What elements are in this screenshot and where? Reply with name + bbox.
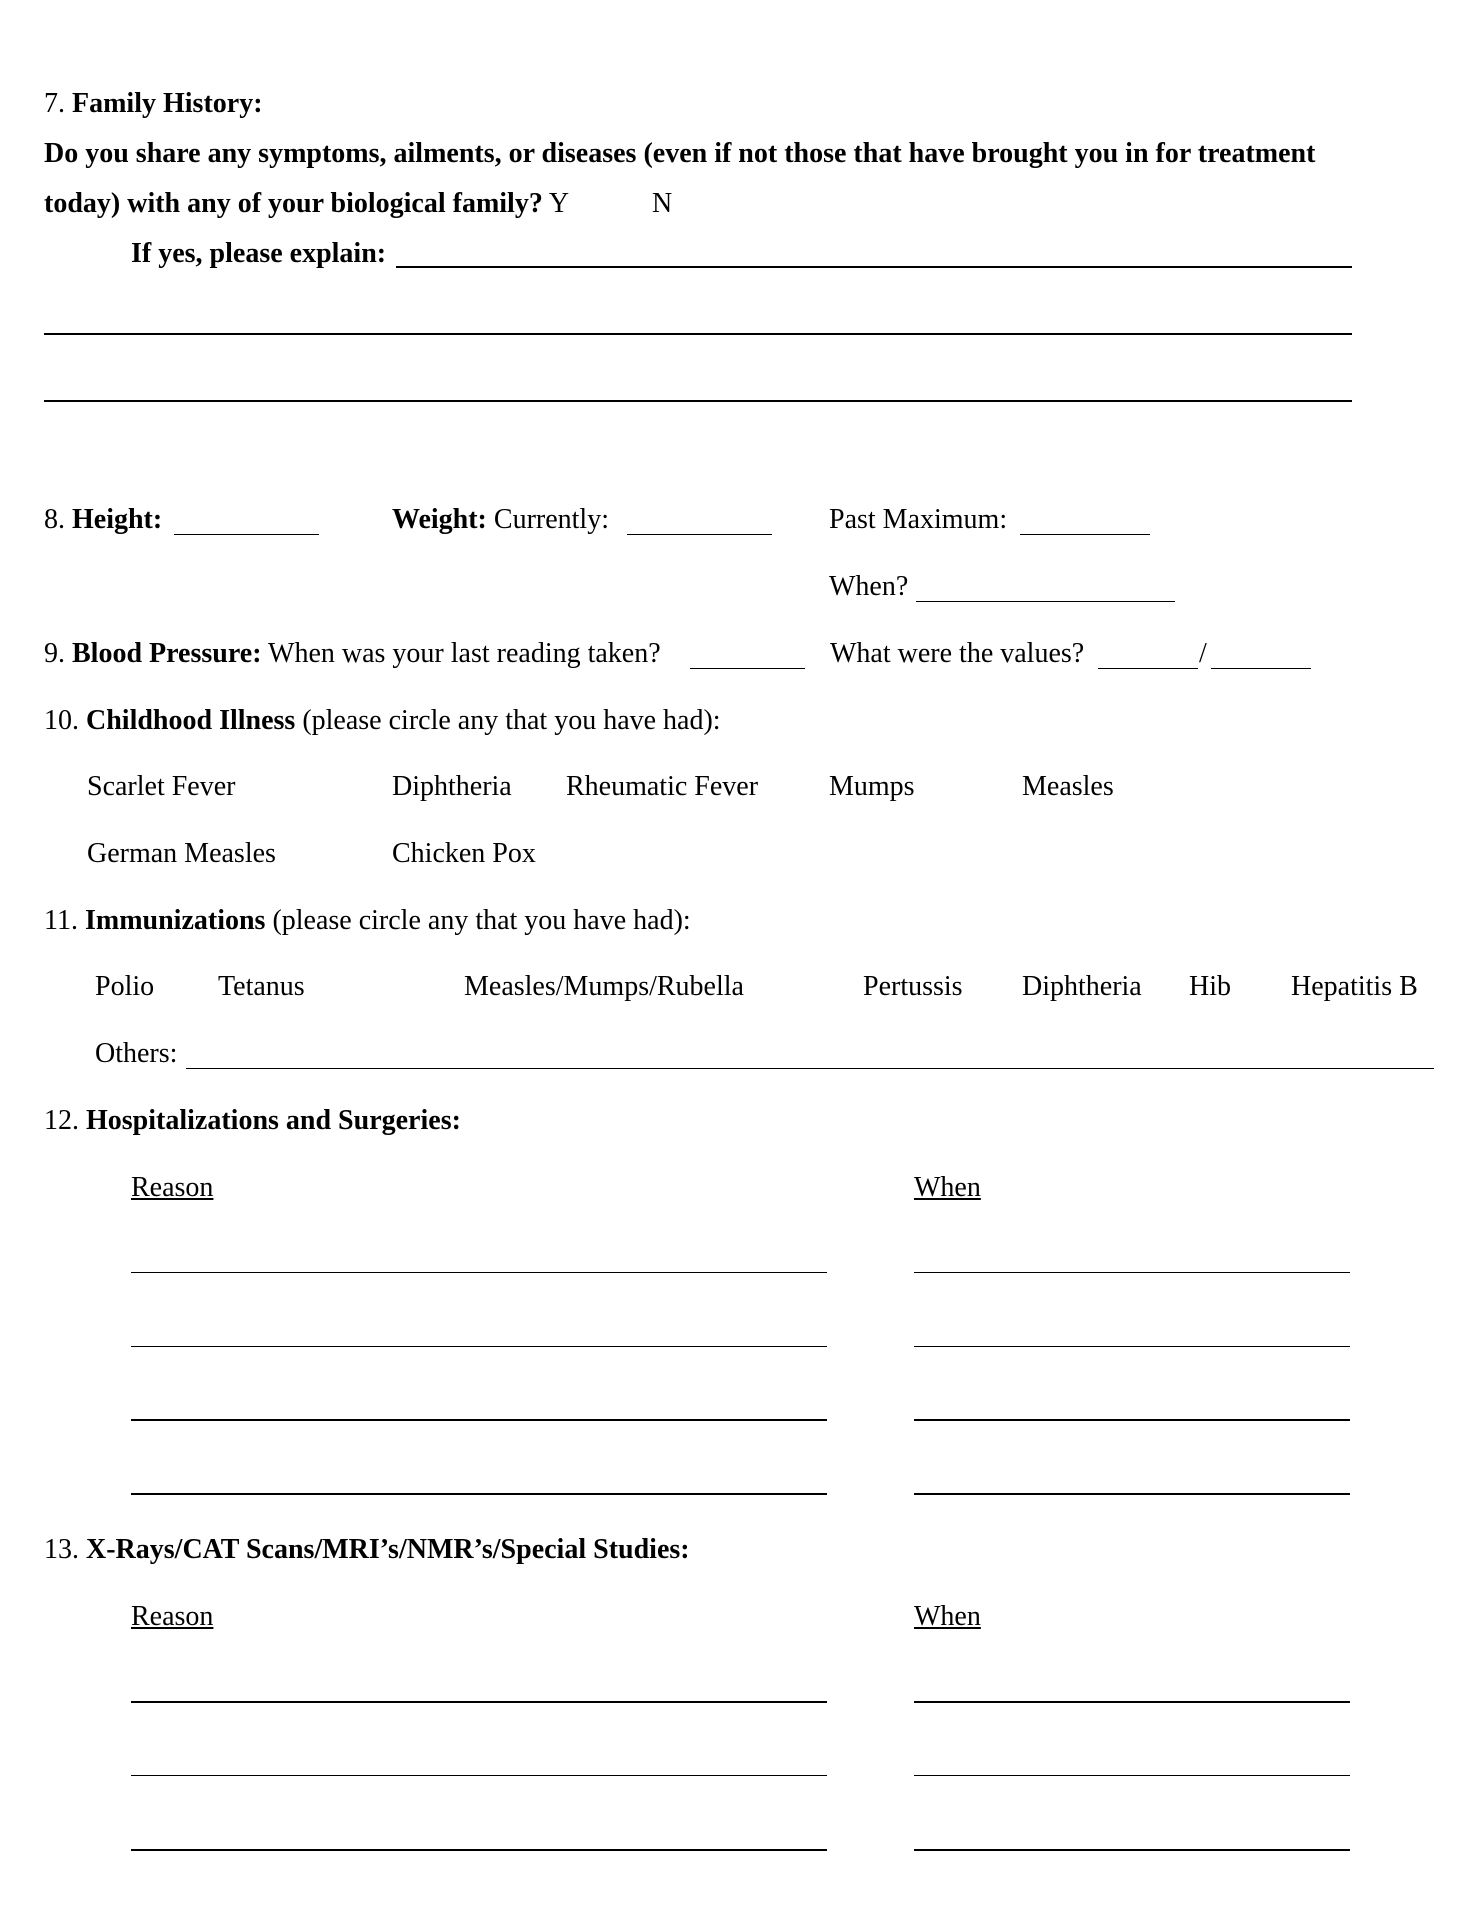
q13-reason-line-3[interactable] xyxy=(131,1849,827,1851)
q10-option-scarlet-fever[interactable]: Scarlet Fever xyxy=(87,771,236,802)
q7-question-line2: today) with any of your biological family? xyxy=(44,188,543,219)
q8-weight-current-blank[interactable] xyxy=(627,534,772,535)
q11-option-mmr[interactable]: Measles/Mumps/Rubella xyxy=(464,971,744,1002)
q9-last-reading-question: When was your last reading taken? xyxy=(268,638,661,669)
q11-option-hepatitis-b[interactable]: Hepatitis B xyxy=(1291,971,1418,1002)
q13-when-header: When xyxy=(914,1601,981,1632)
q7-yes-option[interactable]: Y xyxy=(548,188,570,219)
q11-title: Immunizations xyxy=(84,905,266,936)
q13-heading xyxy=(44,1534,690,1566)
q7-explain-line-1[interactable] xyxy=(396,266,1352,268)
q8-weight-row xyxy=(392,504,609,536)
q13-reason-header: Reason xyxy=(131,1601,214,1632)
q10-instruction: (please circle any that you have had): xyxy=(302,705,721,736)
q12-when-header: When xyxy=(914,1172,981,1203)
q12-reason-header: Reason xyxy=(131,1172,214,1203)
q12-when-line-1[interactable] xyxy=(914,1272,1350,1273)
q8-number: 8. xyxy=(44,504,65,535)
q8-weight-label: Weight: xyxy=(392,504,487,535)
q9-number: 9. xyxy=(44,638,65,669)
q7-title: Family History: xyxy=(72,88,263,119)
q10-option-german-measles[interactable]: German Measles xyxy=(87,838,276,869)
q7-question-line2-row xyxy=(44,188,569,220)
q12-when-line-3[interactable] xyxy=(914,1419,1350,1421)
q7-heading xyxy=(44,88,263,120)
q9-slash: / xyxy=(1199,638,1207,669)
q8-past-max-blank[interactable] xyxy=(1020,534,1150,535)
q13-reason-line-1[interactable] xyxy=(131,1701,827,1703)
q10-heading xyxy=(44,705,721,737)
q7-explain-line-3[interactable] xyxy=(44,400,1352,402)
q11-option-hib[interactable]: Hib xyxy=(1189,971,1231,1002)
q10-option-rheumatic-fever[interactable]: Rheumatic Fever xyxy=(566,771,759,802)
q11-others-label: Others: xyxy=(95,1038,178,1069)
q12-heading xyxy=(44,1105,461,1137)
q11-number: 11. xyxy=(44,905,78,936)
q13-when-line-2[interactable] xyxy=(914,1775,1350,1776)
q10-option-mumps[interactable]: Mumps xyxy=(829,771,915,802)
q10-title: Childhood Illness xyxy=(86,705,296,736)
q12-title: Hospitalizations and Surgeries: xyxy=(86,1105,461,1136)
q8-when-blank[interactable] xyxy=(916,601,1175,602)
q8-height-row xyxy=(44,504,162,536)
q12-reason-line-3[interactable] xyxy=(131,1419,827,1421)
q12-number: 12. xyxy=(44,1105,79,1136)
q11-option-diphtheria[interactable]: Diphtheria xyxy=(1022,971,1142,1002)
q7-explain-label: If yes, please explain: xyxy=(131,238,387,269)
q9-row xyxy=(44,638,661,670)
q11-option-polio[interactable]: Polio xyxy=(95,971,155,1002)
q7-explain-line-2[interactable] xyxy=(44,333,1352,335)
q12-when-line-2[interactable] xyxy=(914,1346,1350,1347)
q9-systolic-blank[interactable] xyxy=(1098,668,1198,669)
q11-option-pertussis[interactable]: Pertussis xyxy=(863,971,963,1002)
q12-when-line-4[interactable] xyxy=(914,1493,1350,1495)
q8-height-blank[interactable] xyxy=(174,534,319,535)
q13-reason-line-2[interactable] xyxy=(131,1775,827,1776)
q13-when-line-1[interactable] xyxy=(914,1701,1350,1703)
q9-values-question: What were the values? xyxy=(830,638,1085,669)
q12-reason-line-1[interactable] xyxy=(131,1272,827,1273)
q7-question-line1: Do you share any symptoms, ailments, or diseases (even if not those that have brought you in for treatment xyxy=(44,138,1316,169)
q13-title: X-Rays/CAT Scans/MRI’s/NMR’s/Special Studies: xyxy=(86,1534,690,1565)
q10-number: 10. xyxy=(44,705,79,736)
q8-when-label: When? xyxy=(829,571,909,602)
q11-heading xyxy=(44,905,691,937)
q7-number: 7. xyxy=(44,88,65,119)
q13-number: 13. xyxy=(44,1534,79,1565)
q9-last-reading-blank[interactable] xyxy=(690,668,805,669)
q11-option-tetanus[interactable]: Tetanus xyxy=(218,971,305,1002)
q10-option-measles[interactable]: Measles xyxy=(1022,771,1114,802)
q8-past-max-label: Past Maximum: xyxy=(829,504,1008,535)
q13-when-line-3[interactable] xyxy=(914,1849,1350,1851)
q10-option-chicken-pox[interactable]: Chicken Pox xyxy=(392,838,536,869)
q8-currently-label: Currently: xyxy=(493,504,609,535)
q7-no-option[interactable]: N xyxy=(652,188,673,219)
q11-instruction: (please circle any that you have had): xyxy=(272,905,691,936)
q10-option-diphtheria[interactable]: Diphtheria xyxy=(392,771,512,802)
q11-others-blank[interactable] xyxy=(186,1068,1434,1069)
q12-reason-line-4[interactable] xyxy=(131,1493,827,1495)
q8-height-label: Height: xyxy=(72,504,163,535)
q12-reason-line-2[interactable] xyxy=(131,1346,827,1347)
q9-title: Blood Pressure: xyxy=(72,638,262,669)
q9-diastolic-blank[interactable] xyxy=(1211,668,1311,669)
